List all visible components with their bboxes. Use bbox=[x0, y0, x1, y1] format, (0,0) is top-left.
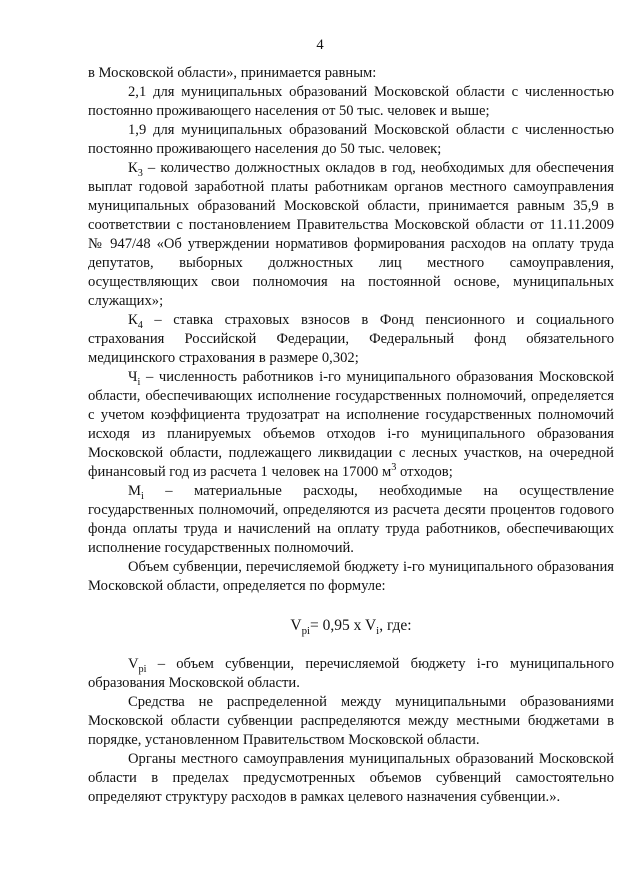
paragraph-mi-text: – материальные расходы, необходимые на осуществление государственных полномочий, определяются из расчета десяти процентов годового фонда оплаты труда и начислений на оплату труда работников, обеспечивающих исполнение государственных полномочий. bbox=[88, 483, 614, 556]
paragraph-subvention-volume: Объем субвенции, перечисляемой бюджету i-го муниципального образования Московской области, определяется по формуле: bbox=[88, 559, 614, 594]
symbol-k4-subscript: 4 bbox=[137, 319, 143, 331]
symbol-vpi: V bbox=[128, 656, 139, 672]
symbol-chi: Ч bbox=[128, 369, 138, 385]
paragraph-k4-text: – ставка страховых взносов в Фонд пенсионного и социального страхования Российской Федерации, Федеральный фонд обязательного медицинского страхования в размере 0,302; bbox=[88, 312, 614, 366]
paragraph-chi-text: – численность работников i-го муниципального образования Московской области, обеспечивающих исполнение государственных полномочий, определяется с учетом коэффициента трудозатрат на исполнение государственных полномочий исходя из планируемых объемов отходов i-го муниципального образования Московской области, подлежащего ликвидации с лесных участков, на очередной финансовый год из расчета 1 человек на 17000 м bbox=[88, 369, 614, 480]
formula-tail: , где: bbox=[379, 617, 412, 634]
symbol-k3-subscript: 3 bbox=[137, 167, 143, 179]
formula-subscript-i: i bbox=[376, 625, 380, 638]
paragraph-chi bbox=[88, 368, 614, 482]
paragraph-coefficient-2-1: 2,1 для муниципальных образований Московской области с численностью постоянно проживающего населения от 50 тыс. человек и выше; bbox=[88, 84, 614, 119]
paragraph-k4 bbox=[88, 311, 614, 368]
symbol-k4: К bbox=[128, 312, 138, 328]
symbol-k3: К bbox=[128, 160, 138, 176]
formula bbox=[88, 616, 614, 638]
paragraph-coefficient-1-9: 1,9 для муниципальных образований Московской области с численностью постоянно проживающего населения до 50 тыс. человек; bbox=[88, 122, 614, 157]
page-number: 4 bbox=[316, 37, 324, 53]
formula-subscript-pi: pi bbox=[301, 625, 311, 638]
formula-rest: = 0,95 x V bbox=[310, 617, 377, 634]
paragraph-local-authorities: Органы местного самоуправления муниципальных образований Московской области в пределах предусмотренных объемов субвенций самостоятельно определяют структуру расходов в рамках целевого назначения субвенции.». bbox=[88, 751, 614, 805]
paragraph-mi bbox=[88, 482, 614, 558]
symbol-vpi-subscript: pi bbox=[138, 663, 147, 675]
formula-v: V bbox=[290, 617, 302, 634]
paragraph-vpi bbox=[88, 655, 614, 693]
cubic-superscript: 3 bbox=[391, 462, 397, 474]
paragraph-undistributed-funds: Средства не распределенной между муниципальными образованиями Московской области субвенции распределяются между местными бюджетами в порядке, установленном Правительством Московской области. bbox=[88, 694, 614, 748]
paragraph-vpi-text: – объем субвенции, перечисляемой бюджету i-го муниципального образования Московской области. bbox=[88, 656, 614, 691]
symbol-mi-subscript: i bbox=[140, 490, 144, 502]
symbol-mi: М bbox=[128, 483, 141, 499]
paragraph-chi-tail: отходов; bbox=[396, 464, 453, 480]
paragraph-k3-text: – количество должностных окладов в год, необходимых для обеспечения выплат годовой заработной платы работникам органов местного самоуправления муниципальных образований Московской области, принимается равным 35,9 в соответствии с постановлением Правительства Московской области от 11.11.2009 № 947/48 «Об утверждении нормативов формирования расходов на оплату труда депутатов, выборных должностных лиц местного самоуправления, осуществляющих свои полномочия на постоянной основе, муниципальных служащих»; bbox=[88, 160, 614, 309]
paragraph-k3 bbox=[88, 159, 614, 311]
symbol-chi-subscript: i bbox=[137, 376, 141, 388]
paragraph-continuation: в Московской области», принимается равным: bbox=[88, 65, 377, 81]
